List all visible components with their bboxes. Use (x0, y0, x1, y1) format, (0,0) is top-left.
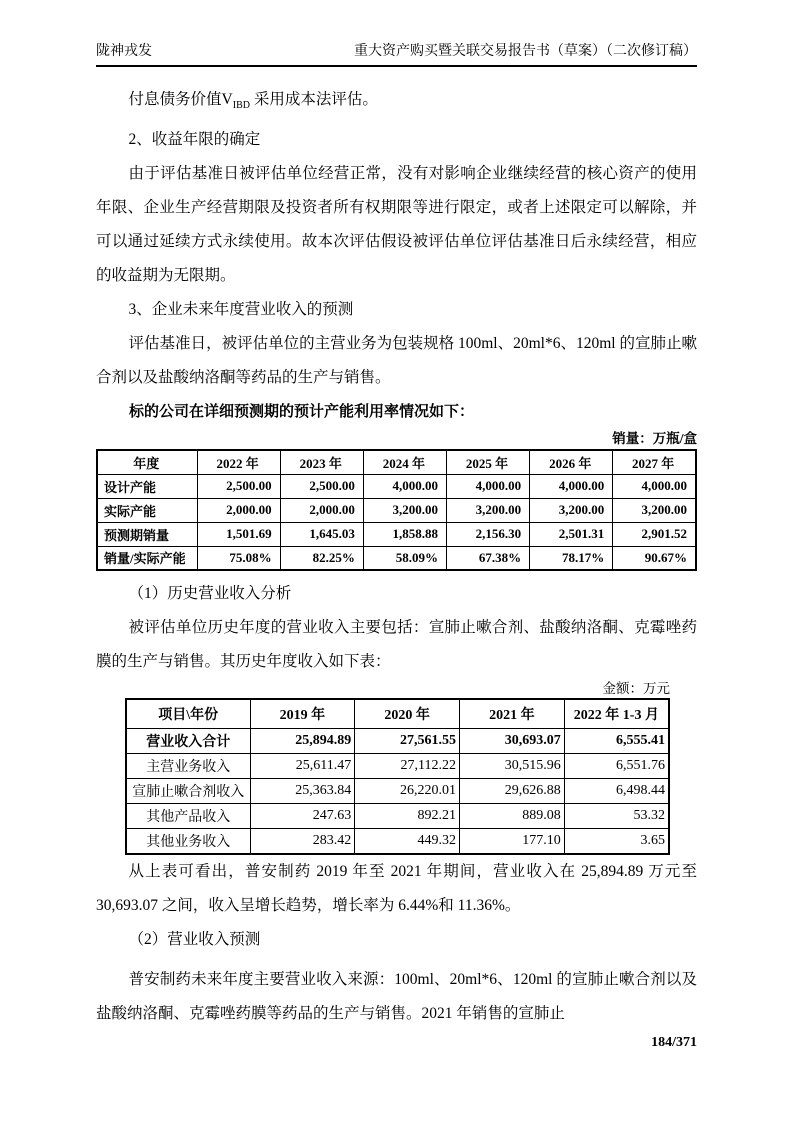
table-cell: 27,561.55 (355, 728, 460, 753)
table-cell: 3,200.00 (613, 498, 696, 522)
table-row (97, 522, 696, 546)
table-cell: 6,555.41 (564, 728, 669, 753)
table-cell: 90.67% (613, 546, 696, 570)
table-cell: 3,200.00 (530, 498, 613, 522)
table-cell: 2,500.00 (280, 474, 363, 498)
table-cell: 2,901.52 (613, 522, 696, 546)
vibd-text-pre: 付息债务价值V (128, 91, 233, 108)
table-cell: 25,363.84 (250, 778, 355, 803)
paragraph-history: 被评估单位历史年度的营业收入主要包括：宣肺止嗽合剂、盐酸纳洛酮、克霉唑药膜的生产与销售。其历史年度收入如下表： (96, 619, 697, 670)
revenue-table-container (125, 679, 670, 855)
table-header-cell: 2023 年 (280, 450, 363, 474)
table-cell: 449.32 (355, 828, 460, 854)
table-cell: 2,500.00 (197, 474, 280, 498)
capacity-utilization-table (96, 449, 697, 571)
table-header-cell: 2027 年 (613, 450, 696, 474)
table-cell: 2,000.00 (280, 498, 363, 522)
table-cell: 67.38% (446, 546, 529, 570)
table-header-cell: 2019 年 (250, 699, 355, 728)
vibd-subscript: IBD (232, 100, 250, 112)
table-cell: 1,858.88 (363, 522, 446, 546)
table-cell: 2,501.31 (530, 522, 613, 546)
row-label-cell: 实际产能 (97, 498, 197, 522)
table-header-cell: 2020 年 (355, 699, 460, 728)
table-header-row (126, 699, 669, 728)
row-label-cell: 设计产能 (97, 474, 197, 498)
page-header (96, 42, 697, 67)
historical-revenue-table (125, 698, 670, 855)
row-label-cell: 预测期销量 (97, 522, 197, 546)
table-cell: 27,112.22 (355, 753, 460, 778)
table-row (126, 828, 669, 854)
paragraph-going-concern: 由于评估基准日被评估单位经营正常，没有对影响企业继续经营的核心资产的使用年限、企业生产经营期限及投资者所有权期限等进行限定，或者上述限定可以解除，并可以通过延续方式永续使用。故本次评估假设被评估单位评估基准日后永续经营，相应的收益期为无限期。 (96, 165, 697, 284)
table-cell: 53.32 (564, 803, 669, 828)
heading-history-analysis: （1）历史营业收入分析 (128, 585, 292, 602)
table-cell: 25,611.47 (250, 753, 355, 778)
row-label-cell: 其他业务收入 (126, 828, 250, 854)
table-cell: 82.25% (280, 546, 363, 570)
table-header-row (97, 450, 696, 474)
header-company-name: 陇神戎发 (96, 44, 152, 59)
table-cell: 3,200.00 (363, 498, 446, 522)
heading-revenue-prediction: （2）营业收入预测 (128, 930, 261, 948)
table-row (126, 753, 669, 778)
table-header-cell: 2024 年 (363, 450, 446, 474)
heading-revenue-forecast: 3、企业未来年度营业收入的预测 (128, 301, 354, 318)
capacity-utilization-note: 标的公司在详细预测期的预计产能利用率情况如下： (129, 404, 475, 420)
table-cell: 30,693.07 (460, 728, 565, 753)
table-cell: 6,551.76 (564, 753, 669, 778)
table-row (97, 474, 696, 498)
table-cell: 3,200.00 (446, 498, 529, 522)
table-row (97, 546, 696, 570)
table-cell: 283.42 (250, 828, 355, 854)
table-header-cell: 年度 (97, 450, 197, 474)
table-header-cell: 2021 年 (460, 699, 565, 728)
row-label-cell: 销量/实际产能 (97, 546, 197, 570)
table-header-cell: 2026 年 (530, 450, 613, 474)
table-cell: 2,000.00 (197, 498, 280, 522)
table-cell: 30,515.96 (460, 753, 565, 778)
row-label-cell: 宣肺止嗽合剂收入 (126, 778, 250, 803)
table2-unit-label: 金额：万元 (602, 681, 670, 696)
row-label-cell: 主营业务收入 (126, 753, 250, 778)
paragraph-future-revenue: 普安制药未来年度主要营业收入来源：100ml、20ml*6、120ml 的宣肺止嗽合剂以及盐酸纳洛酮、克霉唑药膜等药品的生产与销售。2021 年销售的宣肺止 (96, 970, 697, 1022)
table-cell: 1,645.03 (280, 522, 363, 546)
table-header-cell: 2025 年 (446, 450, 529, 474)
row-label-cell: 其他产品收入 (126, 803, 250, 828)
table-cell: 4,000.00 (613, 474, 696, 498)
heading-income-years: 2、收益年限的确定 (128, 131, 261, 148)
header-report-title: 重大资产购买暨关联交易报告书（草案）（二次修订稿） (354, 44, 697, 59)
paragraph-vibd (96, 83, 697, 117)
table-cell: 247.63 (250, 803, 355, 828)
table-cell: 4,000.00 (363, 474, 446, 498)
table-cell: 78.17% (530, 546, 613, 570)
table-cell: 6,498.44 (564, 778, 669, 803)
table-row-total (126, 728, 669, 753)
table-header-cell: 项目\年份 (126, 699, 250, 728)
table-cell: 3.65 (564, 828, 669, 854)
table-cell: 889.08 (460, 803, 565, 828)
table-row (126, 778, 669, 803)
table-header-cell: 2022 年 1-3 月 (564, 699, 669, 728)
table-cell: 75.08% (197, 546, 280, 570)
row-label-cell: 营业收入合计 (126, 728, 250, 753)
table-cell: 2,156.30 (446, 522, 529, 546)
table-cell: 177.10 (460, 828, 565, 854)
vibd-text-post: 采用成本法评估。 (249, 91, 378, 108)
page-number: 184/371 (651, 1034, 697, 1050)
table-header-cell: 2022 年 (197, 450, 280, 474)
table1-unit-label: 销量：万瓶/盒 (612, 431, 697, 446)
table-cell: 4,000.00 (446, 474, 529, 498)
table-row (126, 803, 669, 828)
paragraph-growth: 从上表可看出，普安制药 2019 年至 2021 年期间，营业收入在 25,894.89 万元至 30,693.07 之间，收入呈增长趋势，增长率为 6.44%和 11.36%。 (96, 862, 697, 914)
table-row (97, 498, 696, 522)
table-cell: 58.09% (363, 546, 446, 570)
table-cell: 25,894.89 (250, 728, 355, 753)
table-cell: 4,000.00 (530, 474, 613, 498)
table-cell: 29,626.88 (460, 778, 565, 803)
table-cell: 1,501.69 (197, 522, 280, 546)
paragraph-main-business: 评估基准日，被评估单位的主营业务为包装规格 100ml、20ml*6、120ml 的宣肺止嗽合剂以及盐酸纳洛酮等药品的生产与销售。 (96, 335, 697, 386)
table-cell: 892.21 (355, 803, 460, 828)
table-cell: 26,220.01 (355, 778, 460, 803)
